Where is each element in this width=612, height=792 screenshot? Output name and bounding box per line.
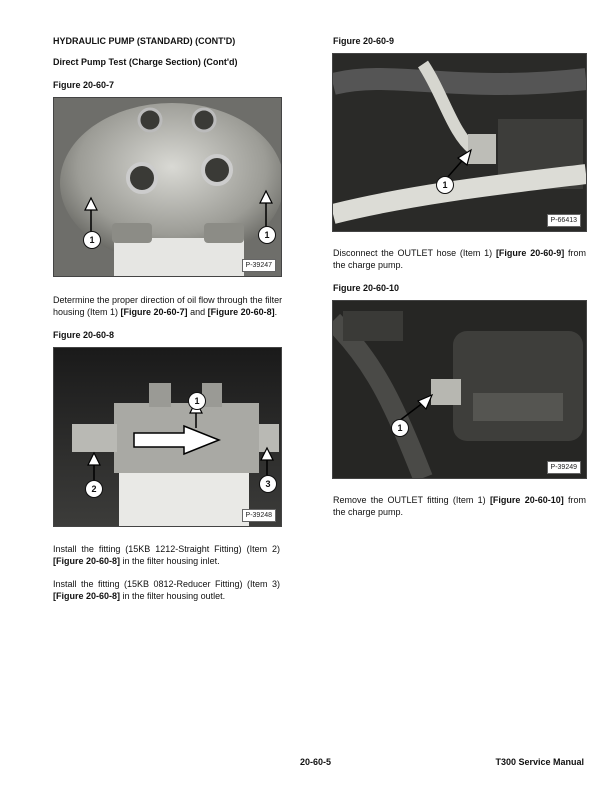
charge-pump-outlet-hose-image xyxy=(333,54,586,231)
filter-housing-top-image xyxy=(54,98,281,276)
callout-1: 1 xyxy=(188,392,206,410)
photo-id: P-39247 xyxy=(242,259,276,272)
figure-20-60-9-label: Figure 20-60-9 xyxy=(333,36,395,46)
callout-1: 1 xyxy=(391,419,409,437)
callout-2: 2 xyxy=(85,480,103,498)
flow-direction-instruction: Determine the proper direction of oil flow through the filter housing (Item 1) [Figure 20-60-7] and [Figure 20-60-8]. xyxy=(53,295,283,317)
callout-3: 3 xyxy=(259,475,277,493)
reducer-fitting-instruction: Install the fitting (15KB 0812-Reducer Fitting) (Item 3) [Figure 20-60-8] in the filter housing outlet. xyxy=(53,579,280,601)
subsection-title: Direct Pump Test (Charge Section) (Cont'd) xyxy=(53,57,238,67)
straight-fitting-instruction: Install the fitting (15KB 1212-Straight Fitting) (Item 2) [Figure 20-60-8] in the filter housing inlet. xyxy=(53,544,280,566)
charge-pump-outlet-fitting-image xyxy=(333,301,586,478)
remove-fitting-instruction: Remove the OUTLET fitting (Item 1) [Figure 20-60-10] from the charge pump. xyxy=(333,495,586,517)
disconnect-hose-instruction: Disconnect the OUTLET hose (Item 1) [Figure 20-60-9] from the charge pump. xyxy=(333,248,586,270)
callout-1: 1 xyxy=(436,176,454,194)
section-title: HYDRAULIC PUMP (STANDARD) (CONT'D) xyxy=(53,36,236,46)
photo-id: P-66413 xyxy=(547,214,581,227)
figure-20-60-9-photo xyxy=(332,53,587,232)
photo-id: P-39248 xyxy=(242,509,276,522)
figure-20-60-7-label: Figure 20-60-7 xyxy=(53,80,115,90)
filter-housing-fittings-image xyxy=(54,348,281,526)
figure-20-60-8-photo xyxy=(53,347,282,527)
figure-20-60-10-photo xyxy=(332,300,587,479)
figure-20-60-7-photo xyxy=(53,97,282,277)
figure-20-60-10-label: Figure 20-60-10 xyxy=(333,283,400,293)
figure-20-60-8-label: Figure 20-60-8 xyxy=(53,330,115,340)
callout-1-right: 1 xyxy=(258,226,276,244)
manual-title: T300 Service Manual xyxy=(495,757,584,767)
page-number: 20-60-5 xyxy=(300,757,332,767)
photo-id: P-39249 xyxy=(547,461,581,474)
callout-1-left: 1 xyxy=(83,231,101,249)
